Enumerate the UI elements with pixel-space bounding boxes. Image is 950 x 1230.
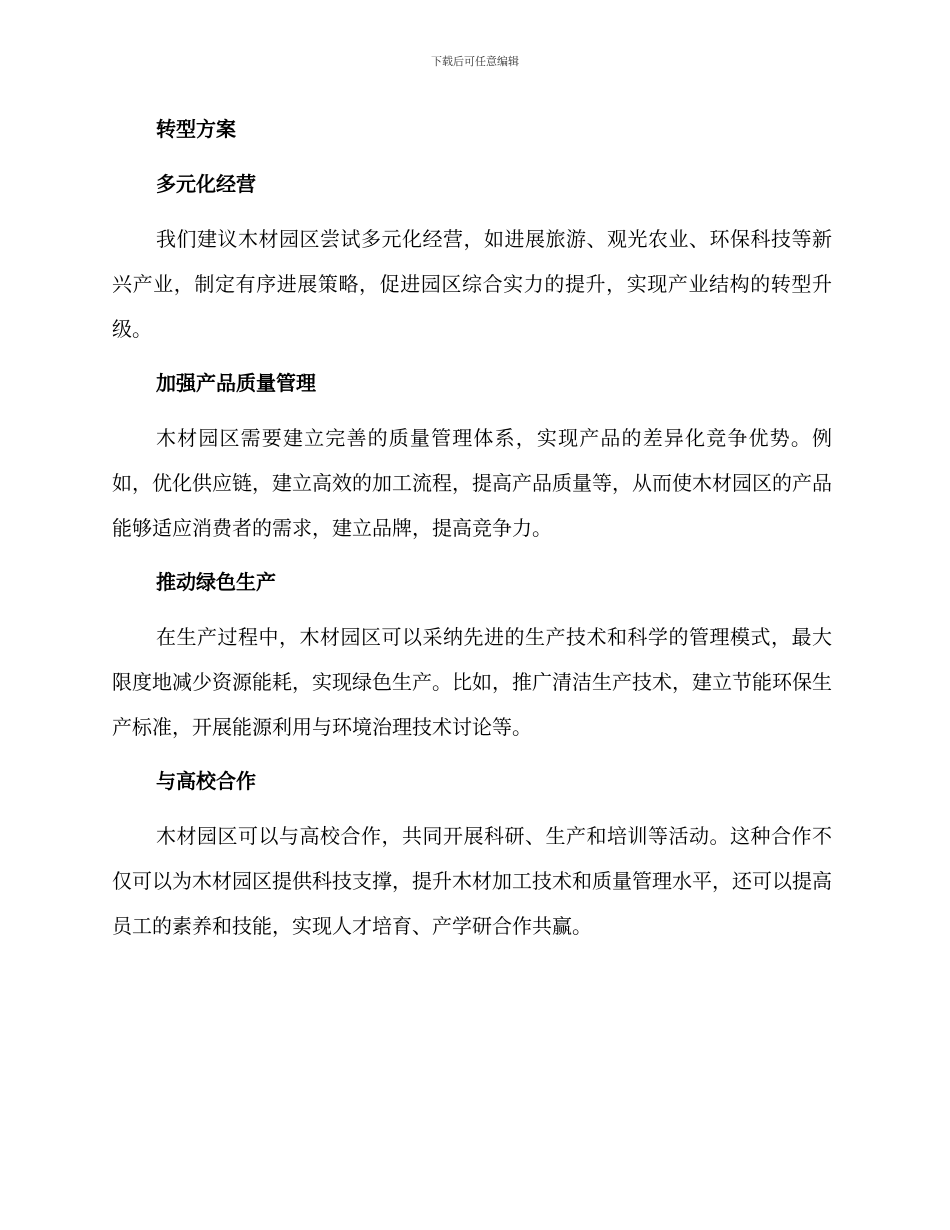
document-title: 转型方案 bbox=[156, 117, 236, 141]
section-heading-quality: 加强产品质量管理 bbox=[156, 371, 316, 395]
section-body-quality: 木材园区需要建立完善的质量管理体系，实现产品的差异化竞争优势。例如，优化供应链，建立高效的加工流程，提高产品质量等，从而使木材园区的产品能够适应消费者的需求，建立品牌，提高竞争力。 bbox=[112, 426, 832, 540]
document-body bbox=[112, 112, 832, 949]
section-body-diversification: 我们建议木材园区尝试多元化经营，如进展旅游、观光农业、环保科技等新兴产业，制定有序进展策略，促进园区综合实力的提升，实现产业结构的转型升级。 bbox=[112, 227, 832, 341]
section-heading-green-production: 推动绿色生产 bbox=[156, 570, 276, 594]
section-heading-diversification: 多元化经营 bbox=[156, 172, 256, 196]
page-header: 下载后可任意编辑 bbox=[431, 55, 519, 68]
section-body-green-production: 在生产过程中，木材园区可以采纳先进的生产技术和科学的管理模式，最大限度地减少资源能耗，实现绿色生产。比如，推广清洁生产技术，建立节能环保生产标准，开展能源利用与环境治理技术讨论等。 bbox=[112, 625, 832, 739]
section-heading-university-cooperation: 与高校合作 bbox=[156, 769, 256, 793]
section-body-university-cooperation: 木材园区可以与高校合作，共同开展科研、生产和培训等活动。这种合作不仅可以为木材园区提供科技支撑，提升木材加工技术和质量管理水平，还可以提高员工的素养和技能，实现人才培育、产学研合作共赢。 bbox=[112, 824, 832, 938]
